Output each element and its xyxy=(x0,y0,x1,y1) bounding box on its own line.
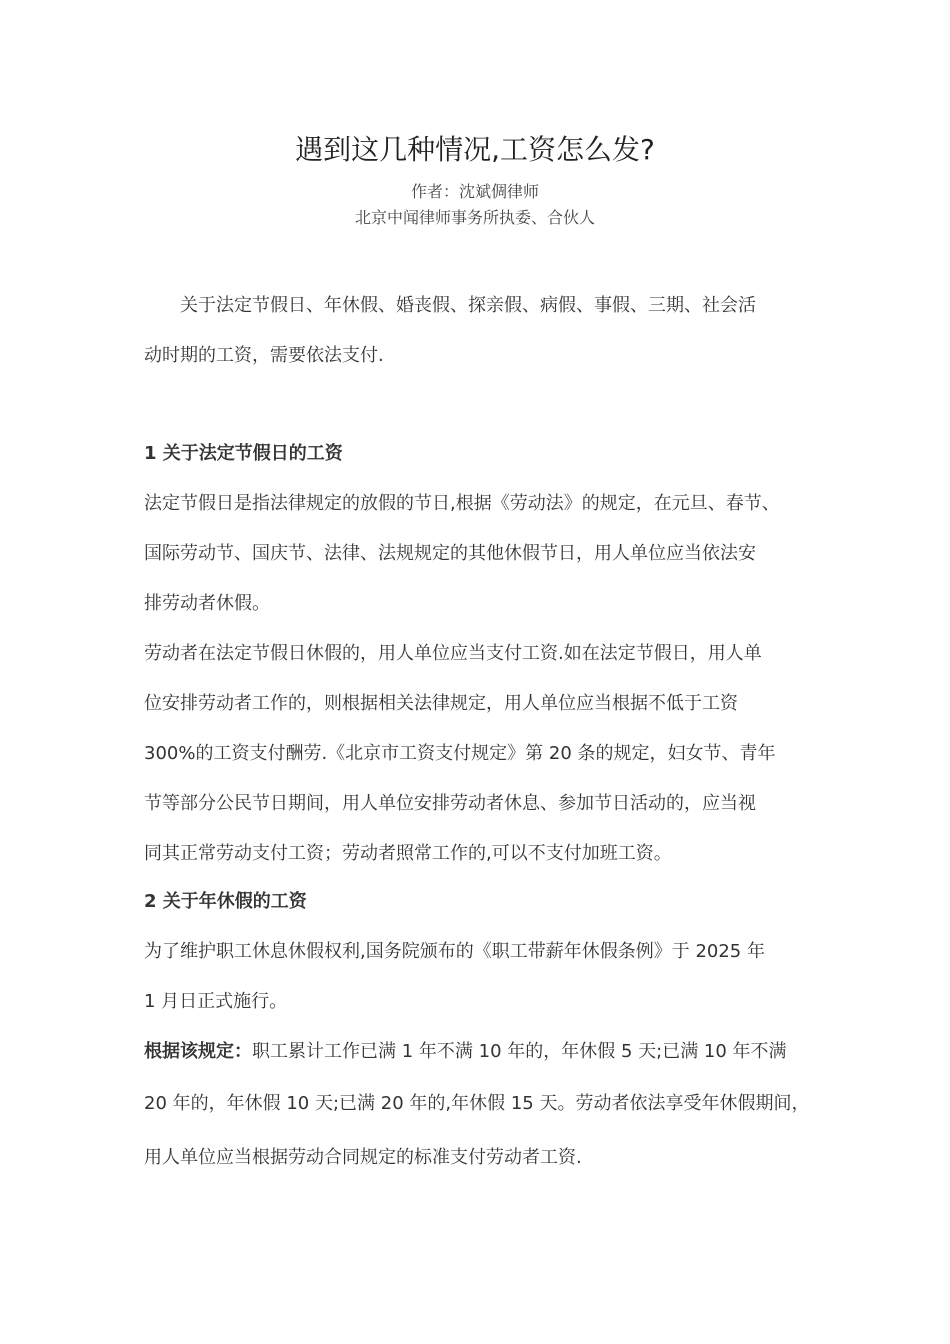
section-heading: 1 关于法定节假日的工资 xyxy=(144,443,343,464)
paragraph-line: 用人单位应当根据劳动合同规定的标准支付劳动者工资. xyxy=(144,1147,582,1168)
paragraph-line: 劳动者在法定节假日休假的，用人单位应当支付工资.如在法定节假日，用人单 xyxy=(144,643,762,664)
regulation-lead: 根据该规定： xyxy=(144,1041,252,1062)
paragraph-line: 1 月日正式施行。 xyxy=(144,991,288,1012)
author-line: 作者：沈斌倜律师 xyxy=(410,182,539,201)
paragraph-line: 为了维护职工休息休假权利,国务院颁布的《职工带薪年休假条例》于 2025 年 xyxy=(144,941,765,962)
paragraph-line: 排劳动者休假。 xyxy=(144,593,270,614)
paragraph-line: 300%的工资支付酬劳.《北京市工资支付规定》第 20 条的规定，妇女节、青年 xyxy=(144,743,776,764)
paragraph-line: 节等部分公民节日期间，用人单位安排劳动者休息、参加节日活动的，应当视 xyxy=(144,793,756,814)
intro-line: 动时期的工资，需要依法支付. xyxy=(144,345,384,366)
document-title: 遇到这几种情况,工资怎么发? xyxy=(295,133,655,166)
paragraph-line: 位安排劳动者工作的，则根据相关法律规定，用人单位应当根据不低于工资 xyxy=(144,693,738,714)
organization-line: 北京中闻律师事务所执委、合伙人 xyxy=(354,208,595,227)
paragraph-line: 法定节假日是指法律规定的放假的节日,根据《劳动法》的规定，在元旦、春节、 xyxy=(144,493,780,514)
paragraph-line: 国际劳动节、国庆节、法律、法规规定的其他休假节日，用人单位应当依法安 xyxy=(144,543,756,564)
paragraph-line: 20 年的，年休假 10 天;已满 20 年的,年休假 15 天。劳动者依法享受年休假期间， xyxy=(144,1093,810,1114)
section-heading: 2 关于年休假的工资 xyxy=(144,891,307,912)
paragraph-line xyxy=(144,1038,787,1066)
paragraph-line: 同其正常劳动支付工资；劳动者照常工作的,可以不支付加班工资。 xyxy=(144,843,672,864)
regulation-text: 职工累计工作已满 1 年不满 10 年的，年休假 5 天;已满 10 年不满 xyxy=(252,1041,787,1062)
intro-line: 关于法定节假日、年休假、婚丧假、探亲假、病假、事假、三期、社会活 xyxy=(180,295,756,316)
